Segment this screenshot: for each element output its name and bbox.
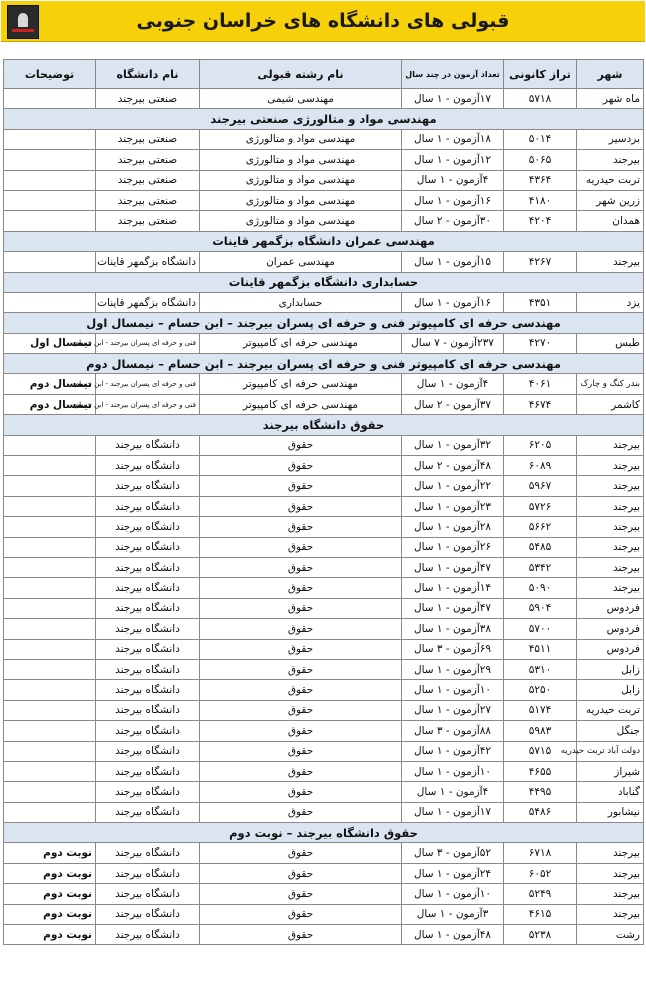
- exams-cell: ۲۸آزمون - ۱ سال: [402, 517, 504, 537]
- university-cell: دانشگاه بیرجند: [96, 884, 200, 904]
- exams-cell: ۲۳۷آزمون - ۷ سال: [402, 333, 504, 353]
- exams-cell: ۵۲آزمون - ۳ سال: [402, 843, 504, 863]
- table-row: [4, 557, 644, 577]
- table-row: [4, 190, 644, 210]
- major-cell: حقوق: [200, 659, 402, 679]
- city-cell: بیرجند: [577, 435, 644, 455]
- score-cell: ۴۱۸۰: [504, 190, 577, 210]
- score-cell: ۵۳۱۰: [504, 659, 577, 679]
- city-cell: بیرجند: [577, 517, 644, 537]
- col-score: تراز کانونی: [504, 60, 577, 89]
- table-row: [4, 476, 644, 496]
- city-cell: نیشابور: [577, 802, 644, 822]
- university-cell: دانشگاه بیرجند: [96, 741, 200, 761]
- major-cell: حقوق: [200, 802, 402, 822]
- major-cell: حقوق: [200, 925, 402, 945]
- table-row: [4, 700, 644, 720]
- score-cell: ۵۴۸۶: [504, 802, 577, 822]
- exams-cell: ۳۰آزمون - ۲ سال: [402, 211, 504, 231]
- major-cell: حقوق: [200, 456, 402, 476]
- university-cell: دانشگاه بیرجند: [96, 557, 200, 577]
- header-row: [4, 60, 644, 89]
- city-cell: طبس: [577, 333, 644, 353]
- university-cell: دانشگاه بیرجند: [96, 700, 200, 720]
- section-header: [4, 231, 644, 251]
- col-university: نام دانشگاه: [96, 60, 200, 89]
- major-cell: حقوق: [200, 700, 402, 720]
- score-cell: ۴۲۰۴: [504, 211, 577, 231]
- score-cell: ۵۲۳۸: [504, 925, 577, 945]
- section-title: حقوق دانشگاه بیرجند – نوبت دوم: [4, 823, 644, 843]
- notes-cell: نوبت دوم: [4, 843, 96, 863]
- table-row: [4, 129, 644, 149]
- exams-cell: ۱۰آزمون - ۱ سال: [402, 680, 504, 700]
- major-cell: مهندسی مواد و متالورژی: [200, 170, 402, 190]
- university-cell: صنعتی بیرجند: [96, 89, 200, 109]
- table-row: [4, 374, 644, 394]
- exams-cell: ۱۰آزمون - ۱ سال: [402, 884, 504, 904]
- city-cell: همدان: [577, 211, 644, 231]
- notes-cell: [4, 598, 96, 618]
- col-major: نام رشته قبولی: [200, 60, 402, 89]
- city-cell: بیرجند: [577, 476, 644, 496]
- university-cell: دانشگاه بیرجند: [96, 863, 200, 883]
- notes-cell: نوبت دوم: [4, 925, 96, 945]
- city-cell: یزد: [577, 292, 644, 312]
- section-header: [4, 354, 644, 374]
- notes-cell: [4, 761, 96, 781]
- university-cell: صنعتی بیرجند: [96, 129, 200, 149]
- score-cell: ۵۷۱۵: [504, 741, 577, 761]
- table-row: [4, 496, 644, 516]
- major-cell: حقوق: [200, 496, 402, 516]
- university-cell: دانشگاه بیرجند: [96, 925, 200, 945]
- university-cell: دانشگاه بیرجند: [96, 537, 200, 557]
- score-cell: ۴۶۷۴: [504, 394, 577, 414]
- notes-cell: [4, 190, 96, 210]
- col-notes: توضیحات: [4, 60, 96, 89]
- city-cell: بیرجند: [577, 456, 644, 476]
- table-row: [4, 517, 644, 537]
- exams-cell: ۸۸آزمون - ۳ سال: [402, 721, 504, 741]
- major-cell: حقوق: [200, 598, 402, 618]
- major-cell: مهندسی عمران: [200, 252, 402, 272]
- major-cell: مهندسی حرفه ای کامپیوتر: [200, 374, 402, 394]
- city-cell: بندر کنگ و چارک: [577, 374, 644, 394]
- table-row: [4, 761, 644, 781]
- table-row: [4, 598, 644, 618]
- city-cell: بیرجند: [577, 537, 644, 557]
- university-cell: دانشگاه بیرجند: [96, 619, 200, 639]
- table-row: [4, 252, 644, 272]
- exams-cell: ۲۳آزمون - ۱ سال: [402, 496, 504, 516]
- page-title: قبولی های دانشگاه های خراسان جنوبی: [136, 10, 510, 32]
- major-cell: مهندسی مواد و متالورژی: [200, 211, 402, 231]
- notes-cell: نوبت دوم: [4, 863, 96, 883]
- exams-cell: ۲۷آزمون - ۱ سال: [402, 700, 504, 720]
- notes-cell: نیمسال اول: [4, 333, 96, 353]
- notes-cell: [4, 476, 96, 496]
- city-cell: جنگل: [577, 721, 644, 741]
- table-row: [4, 89, 644, 109]
- exams-cell: ۳آزمون - ۱ سال: [402, 904, 504, 924]
- major-cell: حقوق: [200, 843, 402, 863]
- major-cell: حقوق: [200, 741, 402, 761]
- section-header: [4, 109, 644, 129]
- table-row: [4, 150, 644, 170]
- notes-cell: [4, 89, 96, 109]
- score-cell: ۵۷۲۶: [504, 496, 577, 516]
- exams-cell: ۱۶آزمون - ۱ سال: [402, 190, 504, 210]
- table-row: [4, 292, 644, 312]
- table-row: [4, 578, 644, 598]
- city-cell: بیرجند: [577, 884, 644, 904]
- major-cell: مهندسی مواد و متالورژی: [200, 190, 402, 210]
- notes-cell: [4, 659, 96, 679]
- score-cell: ۵۷۱۸: [504, 89, 577, 109]
- section-header: [4, 415, 644, 435]
- section-title: مهندسی حرفه ای کامپیوتر فنی و حرفه ای پسران بیرجند – ابن حسام – نیمسال اول: [4, 313, 644, 333]
- city-cell: ماه شهر: [577, 89, 644, 109]
- major-cell: حقوق: [200, 619, 402, 639]
- university-cell: دانشگاه بیرجند: [96, 517, 200, 537]
- exams-cell: ۳۸آزمون - ۱ سال: [402, 619, 504, 639]
- exams-cell: ۴آزمون - ۱ سال: [402, 170, 504, 190]
- notes-cell: [4, 517, 96, 537]
- university-cell: دانشگاه بیرجند: [96, 578, 200, 598]
- university-cell: دانشگاه بیرجند: [96, 598, 200, 618]
- score-cell: ۴۳۶۴: [504, 170, 577, 190]
- city-cell: بیرجند: [577, 150, 644, 170]
- section-title: مهندسی عمران دانشگاه بزگمهر قاینات: [4, 231, 644, 251]
- score-cell: ۴۴۹۵: [504, 782, 577, 802]
- exams-cell: ۴۲آزمون - ۱ سال: [402, 741, 504, 761]
- score-cell: ۴۲۶۷: [504, 252, 577, 272]
- exams-cell: ۱۲آزمون - ۱ سال: [402, 150, 504, 170]
- table-row: [4, 741, 644, 761]
- city-cell: فردوس: [577, 619, 644, 639]
- major-cell: حسابداری: [200, 292, 402, 312]
- exams-cell: ۱۸آزمون - ۱ سال: [402, 129, 504, 149]
- university-cell: دانشگاه بیرجند: [96, 435, 200, 455]
- score-cell: ۴۵۱۱: [504, 639, 577, 659]
- notes-cell: [4, 456, 96, 476]
- score-cell: ۴۳۵۱: [504, 292, 577, 312]
- major-cell: مهندسی حرفه ای کامپیوتر: [200, 394, 402, 414]
- logo-bar: [12, 29, 34, 32]
- city-cell: گناباد: [577, 782, 644, 802]
- score-cell: ۶۰۵۲: [504, 863, 577, 883]
- section-header: [4, 313, 644, 333]
- major-cell: مهندسی مواد و متالورژی: [200, 150, 402, 170]
- table-row: [4, 211, 644, 231]
- city-cell: زابل: [577, 659, 644, 679]
- major-cell: حقوق: [200, 761, 402, 781]
- university-cell: دانشگاه بزگمهر قاینات: [96, 292, 200, 312]
- table-row: [4, 333, 644, 353]
- university-cell: دانشگاه بیرجند: [96, 904, 200, 924]
- university-cell: صنعتی بیرجند: [96, 150, 200, 170]
- table-row: [4, 456, 644, 476]
- major-cell: حقوق: [200, 904, 402, 924]
- notes-cell: [4, 741, 96, 761]
- notes-cell: [4, 557, 96, 577]
- city-cell: تربت حیدریه: [577, 700, 644, 720]
- exams-cell: ۱۰آزمون - ۱ سال: [402, 761, 504, 781]
- score-cell: ۵۰۱۴: [504, 129, 577, 149]
- table-row: [4, 843, 644, 863]
- city-cell: بیرجند: [577, 252, 644, 272]
- table-row: [4, 884, 644, 904]
- col-city: شهر: [577, 60, 644, 89]
- score-cell: ۵۱۷۴: [504, 700, 577, 720]
- city-cell: تربت حیدریه: [577, 170, 644, 190]
- city-cell: بیرجند: [577, 863, 644, 883]
- notes-cell: [4, 129, 96, 149]
- major-cell: حقوق: [200, 435, 402, 455]
- table-row: [4, 925, 644, 945]
- score-cell: ۵۶۶۲: [504, 517, 577, 537]
- city-cell: فردوس: [577, 639, 644, 659]
- score-cell: ۵۷۰۰: [504, 619, 577, 639]
- city-cell: بیرجند: [577, 557, 644, 577]
- city-cell: زرین شهر: [577, 190, 644, 210]
- exams-cell: ۲۲آزمون - ۱ سال: [402, 476, 504, 496]
- major-cell: حقوق: [200, 639, 402, 659]
- university-cell: دانشگاه بیرجند: [96, 843, 200, 863]
- city-cell: بیرجند: [577, 904, 644, 924]
- university-cell: فنی و حرفه ای پسران بیرجند - ابن حسام: [96, 374, 200, 394]
- table-row: [4, 782, 644, 802]
- city-cell: بردسیر: [577, 129, 644, 149]
- notes-cell: [4, 150, 96, 170]
- exams-cell: ۱۷آزمون - ۱ سال: [402, 802, 504, 822]
- notes-cell: نیمسال دوم: [4, 394, 96, 414]
- exams-cell: ۳۲آزمون - ۱ سال: [402, 435, 504, 455]
- table-row: [4, 680, 644, 700]
- table-row: [4, 863, 644, 883]
- exams-cell: ۴۷آزمون - ۱ سال: [402, 557, 504, 577]
- city-cell: بیرجند: [577, 843, 644, 863]
- section-title: حسابداری دانشگاه بزگمهر قاینات: [4, 272, 644, 292]
- major-cell: مهندسی شیمی: [200, 89, 402, 109]
- score-cell: ۶۰۸۹: [504, 456, 577, 476]
- major-cell: حقوق: [200, 476, 402, 496]
- score-cell: ۶۷۱۸: [504, 843, 577, 863]
- notes-cell: [4, 496, 96, 516]
- score-cell: ۵۳۴۲: [504, 557, 577, 577]
- exams-cell: ۱۴آزمون - ۱ سال: [402, 578, 504, 598]
- exams-cell: ۴۷آزمون - ۱ سال: [402, 598, 504, 618]
- score-cell: ۵۴۸۵: [504, 537, 577, 557]
- city-cell: بیرجند: [577, 578, 644, 598]
- table-row: [4, 802, 644, 822]
- exams-cell: ۳۷آزمون - ۲ سال: [402, 394, 504, 414]
- score-cell: ۵۹۰۴: [504, 598, 577, 618]
- exams-cell: ۴آزمون - ۱ سال: [402, 782, 504, 802]
- score-cell: ۴۲۷۰: [504, 333, 577, 353]
- city-cell: فردوس: [577, 598, 644, 618]
- university-cell: صنعتی بیرجند: [96, 170, 200, 190]
- section-title: مهندسی حرفه ای کامپیوتر فنی و حرفه ای پسران بیرجند – ابن حسام – نیمسال دوم: [4, 354, 644, 374]
- major-cell: حقوق: [200, 578, 402, 598]
- score-cell: ۵۲۴۹: [504, 884, 577, 904]
- table-row: [4, 659, 644, 679]
- table-row: [4, 619, 644, 639]
- university-cell: دانشگاه بیرجند: [96, 496, 200, 516]
- notes-cell: [4, 639, 96, 659]
- notes-cell: [4, 721, 96, 741]
- major-cell: حقوق: [200, 557, 402, 577]
- exams-cell: ۲۹آزمون - ۱ سال: [402, 659, 504, 679]
- university-cell: دانشگاه بیرجند: [96, 659, 200, 679]
- admissions-table: [3, 59, 644, 945]
- score-cell: ۵۹۸۳: [504, 721, 577, 741]
- major-cell: حقوق: [200, 884, 402, 904]
- major-cell: حقوق: [200, 721, 402, 741]
- university-cell: صنعتی بیرجند: [96, 211, 200, 231]
- exams-cell: ۴۸آزمون - ۲ سال: [402, 456, 504, 476]
- notes-cell: نوبت دوم: [4, 904, 96, 924]
- notes-cell: [4, 578, 96, 598]
- score-cell: ۴۰۶۱: [504, 374, 577, 394]
- university-cell: دانشگاه بزگمهر قاینات: [96, 252, 200, 272]
- exams-cell: ۶۹آزمون - ۳ سال: [402, 639, 504, 659]
- table-row: [4, 904, 644, 924]
- university-cell: دانشگاه بیرجند: [96, 456, 200, 476]
- major-cell: مهندسی مواد و متالورژی: [200, 129, 402, 149]
- notes-cell: [4, 537, 96, 557]
- notes-cell: نیمسال دوم: [4, 374, 96, 394]
- major-cell: حقوق: [200, 680, 402, 700]
- table-row: [4, 721, 644, 741]
- university-cell: دانشگاه بیرجند: [96, 680, 200, 700]
- notes-cell: [4, 782, 96, 802]
- university-cell: صنعتی بیرجند: [96, 190, 200, 210]
- university-cell: دانشگاه بیرجند: [96, 802, 200, 822]
- notes-cell: [4, 700, 96, 720]
- table-row: [4, 537, 644, 557]
- col-exams: تعداد آزمون در چند سال: [402, 60, 504, 89]
- notes-cell: [4, 619, 96, 639]
- exams-cell: ۴آزمون - ۱ سال: [402, 374, 504, 394]
- exams-cell: ۱۷آزمون - ۱ سال: [402, 89, 504, 109]
- university-cell: دانشگاه بیرجند: [96, 782, 200, 802]
- major-cell: حقوق: [200, 537, 402, 557]
- section-title: حقوق دانشگاه بیرجند: [4, 415, 644, 435]
- exams-cell: ۱۵آزمون - ۱ سال: [402, 252, 504, 272]
- table-row: [4, 435, 644, 455]
- table-row: [4, 170, 644, 190]
- table-body: [4, 89, 644, 945]
- city-cell: زابل: [577, 680, 644, 700]
- logo-figure: [18, 13, 28, 27]
- university-cell: فنی و حرفه ای پسران بیرجند - ابن حسام: [96, 394, 200, 414]
- university-cell: دانشگاه بیرجند: [96, 639, 200, 659]
- notes-cell: نوبت دوم: [4, 884, 96, 904]
- notes-cell: [4, 680, 96, 700]
- city-cell: رشت: [577, 925, 644, 945]
- exams-cell: ۱۶آزمون - ۱ سال: [402, 292, 504, 312]
- section-title: مهندسی مواد و متالورژی صنعتی بیرجند: [4, 109, 644, 129]
- table-row: [4, 639, 644, 659]
- major-cell: حقوق: [200, 863, 402, 883]
- score-cell: ۶۲۰۵: [504, 435, 577, 455]
- notes-cell: [4, 435, 96, 455]
- city-cell: کاشمر: [577, 394, 644, 414]
- logo-icon: [7, 5, 39, 39]
- notes-cell: [4, 292, 96, 312]
- score-cell: ۵۰۹۰: [504, 578, 577, 598]
- title-banner: [1, 1, 645, 42]
- university-cell: دانشگاه بیرجند: [96, 761, 200, 781]
- score-cell: ۵۰۶۵: [504, 150, 577, 170]
- section-header: [4, 823, 644, 843]
- exams-cell: ۴۸آزمون - ۱ سال: [402, 925, 504, 945]
- city-cell: شیراز: [577, 761, 644, 781]
- notes-cell: [4, 170, 96, 190]
- exams-cell: ۲۴آزمون - ۱ سال: [402, 863, 504, 883]
- exams-cell: ۲۶آزمون - ۱ سال: [402, 537, 504, 557]
- major-cell: مهندسی حرفه ای کامپیوتر: [200, 333, 402, 353]
- major-cell: حقوق: [200, 782, 402, 802]
- notes-cell: [4, 211, 96, 231]
- university-cell: دانشگاه بیرجند: [96, 721, 200, 741]
- university-cell: دانشگاه بیرجند: [96, 476, 200, 496]
- section-header: [4, 272, 644, 292]
- notes-cell: [4, 252, 96, 272]
- score-cell: ۵۲۵۰: [504, 680, 577, 700]
- score-cell: ۵۹۶۷: [504, 476, 577, 496]
- university-cell: فنی و حرفه ای پسران بیرجند - ابن حسام: [96, 333, 200, 353]
- score-cell: ۴۶۵۵: [504, 761, 577, 781]
- notes-cell: [4, 802, 96, 822]
- table-row: [4, 394, 644, 414]
- score-cell: ۴۶۱۵: [504, 904, 577, 924]
- city-cell: دولت آباد تربت حیدریه: [577, 741, 644, 761]
- major-cell: حقوق: [200, 517, 402, 537]
- city-cell: بیرجند: [577, 496, 644, 516]
